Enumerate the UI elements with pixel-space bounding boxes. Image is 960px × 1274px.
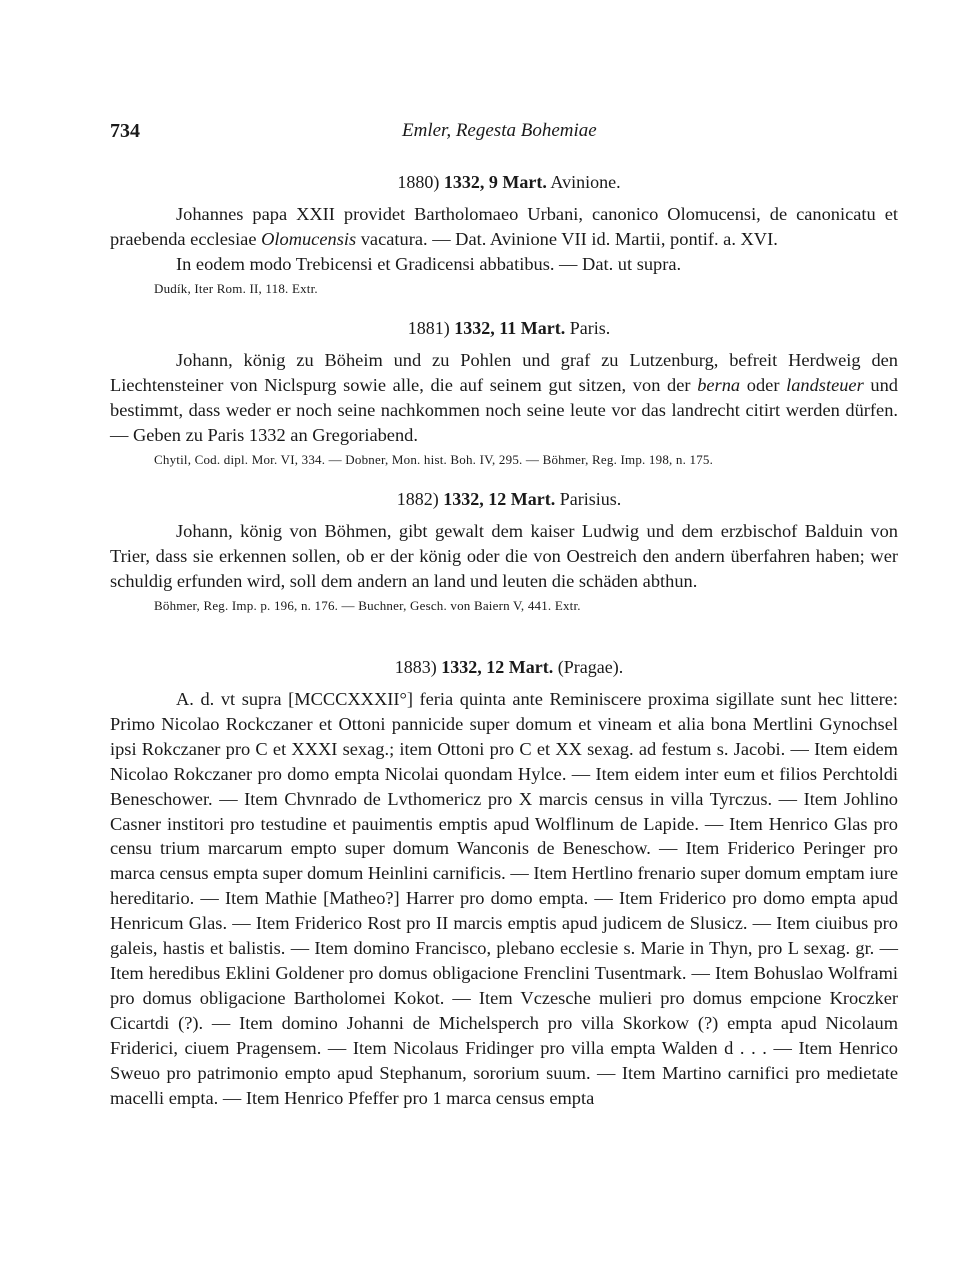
paragraph-text: A. d. vt supra [MCCCXXXII°] feria quinta ante Reminiscere proxima sigillate sunt hec littere: Primo Nicolao Rockczaner et Ottoni pannicide super domum et vineam et alia bona Mertlini Gynochsel ipsi Rokczaner pro C et XXXI sexag.; item Ottoni pro C et XX sexag. ad festum s. Jacobi. — Item eidem Nicolao Rokczaner pro domo empta Nicolai quondam Hylce. — Item eidem inter eum et filios Perchtoldi Beneschower. — Item Chvnrado de Lvthomericz pro X marcis census in villa Tyrczus. — Item Johlino Casner institori pro testudine et pauimentis emptis apud Wolflinum de Lapide. — Item Henrico Glas pro censu trium marcarum empto super domum Wanconis de Beneschow. — Item Friderico Peringer pro marca census empta super domum Heinlini carnificis. — Item Hertlino frenario super domum emptam iure hereditario. — Item Mathie [Matheo?] Harrer pro domo empta. — Item Friderico pro domo empta apud Henricum Glas. — Item Friderico Rost pro II marcis emptis apud judicem de Slusicz. — Item ciuibus pro galeis, hastis et balistis. — Item domino Francisco, plebano ecclesie s. Marie in Thyn, pro L sexag. gr. — Item heredibus Eklini Goldener pro domus obligacione Frenclini Tusentmark. — Item Bohuslao Wolframi pro domus obligacione Bartholomei Kokot. — Item Vczesche mulieri pro domus empcione Kroczker Cicartdi (?). — Item domino Johanni de Michelsperch pro villa Skorkow (?) empta apud Nicolaum Friderici, ciuem Pragensem. — Item Nicolaus Fridinger pro villa empta Walden d . . . — Item Henrico Sweuo pro patrimonio empto apud Stephanum, sororium suum. — Item Martino carnifici pro medietate macelli empta. — Item Henrico Pfeffer pro 1 marca census empta [110, 689, 899, 1108]
paragraph-text: Johannes papa XXII providet Bartholomaeo Urbani, canonico Olomucensi, de canonicatu et praebenda ecclesiae [110, 204, 898, 249]
entry-place: Parisius. [559, 489, 622, 509]
entry-paragraph [110, 202, 898, 252]
entry-place: Avinione. [550, 172, 621, 192]
entry-body [110, 202, 898, 277]
entry-body [110, 348, 898, 448]
entry-paragraph [110, 348, 898, 448]
paragraph-text: Johann, könig von Böhmen, gibt gewalt dem kaiser Ludwig und dem erzbischof Balduin von Trier, dass sie erkennen sollen, ob er der könig oder die von Oestreich den andern überfahren haben; wer schuldig erfunden wird, soll dem andern an land und leuten die schäden abthun. [110, 521, 898, 591]
regest-entry-1881 [110, 316, 898, 470]
entry-number: 1881) [407, 318, 450, 338]
source-citation: Böhmer, Reg. Imp. p. 196, n. 176. — Buchner, Gesch. von Baiern V, 441. Extr. [154, 597, 581, 613]
paragraph-text: In eodem modo Trebicensi et Gradicensi abbatibus. — Dat. ut supra. [176, 253, 682, 274]
entry-number: 1883) [394, 657, 437, 677]
running-head [110, 120, 898, 150]
entry-date: 1332, 12 Mart. [443, 489, 556, 509]
entry-place: Paris. [569, 318, 611, 338]
entry-body [110, 687, 898, 1110]
regest-entry-1880 [110, 170, 898, 299]
entry-place: (Pragae). [557, 657, 624, 677]
source-citation: Chytil, Cod. dipl. Mor. VI, 334. — Dobner, Mon. hist. Boh. IV, 295. — Böhmer, Reg. Imp. 198, n. 175. [154, 451, 714, 467]
entry-heading [110, 655, 898, 679]
source-citation: Dudík, Iter Rom. II, 118. Extr. [154, 280, 318, 296]
italic-term: berna [697, 374, 741, 395]
regest-entry-1883 [110, 655, 898, 1110]
paragraph-text: oder [740, 374, 787, 395]
entry-date: 1332, 12 Mart. [441, 657, 554, 677]
paragraph-text: und bestimmt, dass weder er noch seine nachkommen noch seine leute vor das landrecht citirt werden dürfen. — Geben zu Paris 1332 an Gregoriabend. [110, 374, 898, 445]
entry-paragraph [110, 519, 898, 594]
paragraph-text: vacatura. — Dat. Avinione VII id. Martii, pontif. a. XVI. [356, 228, 778, 249]
italic-term: Olomucensis [261, 228, 357, 249]
running-title: Emler, Regesta Bohemiae [402, 120, 597, 141]
entry-heading [110, 170, 898, 194]
italic-term: landsteuer [786, 374, 864, 395]
entry-heading [110, 316, 898, 340]
entry-paragraph [110, 252, 898, 277]
entry-date: 1332, 9 Mart. [443, 172, 547, 192]
page-number: 734 [110, 120, 140, 142]
entry-number: 1882) [396, 489, 439, 509]
entry-number: 1880) [397, 172, 440, 192]
regest-entry-1882 [110, 487, 898, 616]
entry-paragraph [110, 687, 898, 1110]
paragraph-text: Johann, könig zu Böheim und zu Pohlen und graf zu Lutzenburg, befreit Herdweig den Liechtensteiner von Niclspurg sowie alle, die auf seinem gut sitzen, von der [110, 350, 898, 395]
entry-date: 1332, 11 Mart. [454, 318, 566, 338]
entry-heading [110, 487, 898, 511]
entry-body [110, 519, 898, 594]
